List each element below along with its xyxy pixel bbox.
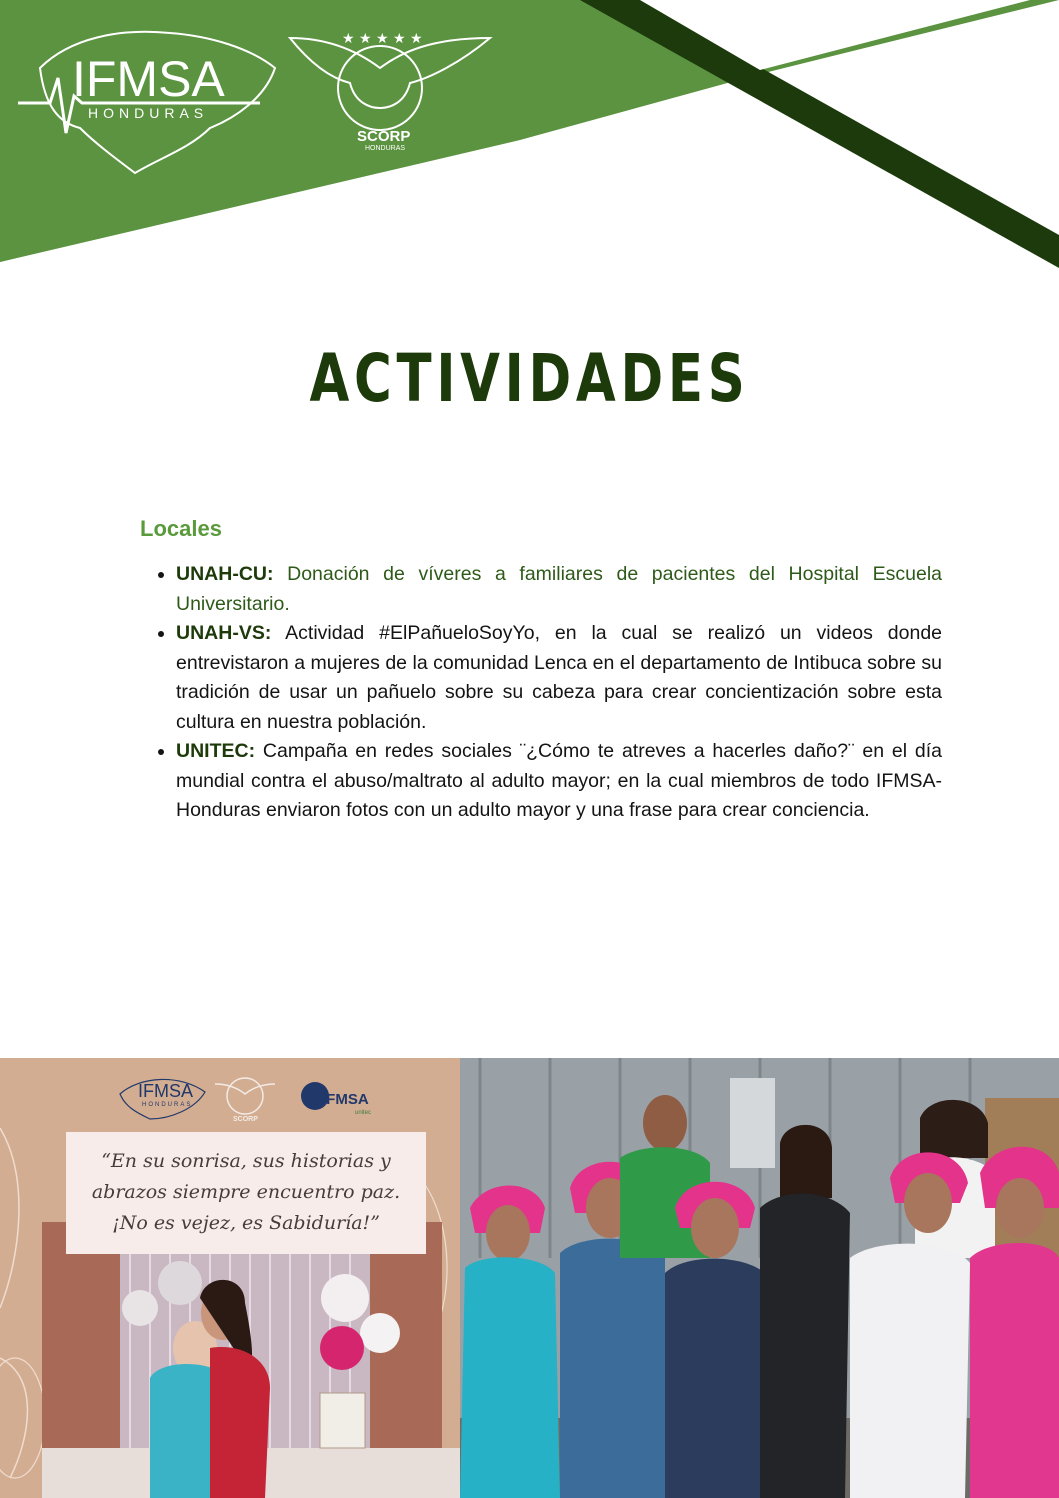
- poster-logos: [110, 1064, 400, 1126]
- scorp-honduras-logo: [290, 31, 490, 152]
- activity-text: Donación de víveres a familiares de pacientes del Hospital Escuela Universitario.: [176, 563, 943, 615]
- svg-text:★ ★ ★ ★ ★: ★ ★ ★ ★ ★: [342, 31, 423, 47]
- list-item: [176, 619, 942, 737]
- ifmsa-honduras-logo: [18, 32, 275, 173]
- page-title: ACTIVIDADES: [309, 340, 750, 417]
- campaign-poster-photo: [0, 1058, 460, 1498]
- list-item: [176, 560, 942, 619]
- activity-text: Campaña en redes sociales ¨¿Cómo te atreves a hacerles daño?¨ en el día mundial contra el abuso/maltrato al adulto mayor; en la cual miembros de todo IFMSA-Honduras enviaron fotos con un adulto mayor y una frase para crear conciencia.: [176, 740, 943, 821]
- activity-text: Actividad #ElPañueloSoyYo, en la cual se realizó un videos donde entrevistaron a mujeres de la comunidad Lenca en el departamento de Intibuca sobre su tradición de usar un pañuelo sobre su cabeza para crear concientización sobre esta cultura en nuestra población.: [176, 622, 943, 733]
- activities-list: [152, 560, 942, 826]
- group-photo: [460, 1058, 1059, 1498]
- ifmsa-logo-text: IFMSA: [72, 51, 225, 107]
- list-item: [176, 737, 942, 826]
- header-logos: [10, 8, 510, 183]
- scorp-logo-text: SCORP: [357, 128, 411, 145]
- scorp-logo-sub: HONDURAS: [365, 145, 406, 152]
- quote-line: abrazos siempre encuentro paz.: [91, 1181, 401, 1203]
- activity-name: UNAH-VS:: [176, 622, 272, 644]
- quote-box: [66, 1132, 426, 1254]
- poster-unitec-sub: unitec: [355, 1110, 372, 1116]
- section-title: Locales: [140, 516, 222, 541]
- poster-ifmsa-logo: IFMSA: [138, 1081, 194, 1101]
- quote-line: ¡No es vejez, es Sabiduría!”: [112, 1212, 380, 1234]
- ifmsa-logo-sub: HONDURAS: [88, 105, 209, 121]
- group-photo-illustration: [460, 1058, 1059, 1498]
- activity-name: UNITEC:: [176, 740, 256, 762]
- quote-line: “En su sonrisa, sus historias y: [101, 1150, 391, 1172]
- poster-ifmsa-sub: HONDURAS: [142, 1102, 193, 1108]
- poster-ifmsa-unitec-logo: IFMSA: [322, 1091, 369, 1108]
- poster-scorp-logo: SCORP: [233, 1116, 258, 1123]
- activity-name: UNAH-CU:: [176, 563, 274, 585]
